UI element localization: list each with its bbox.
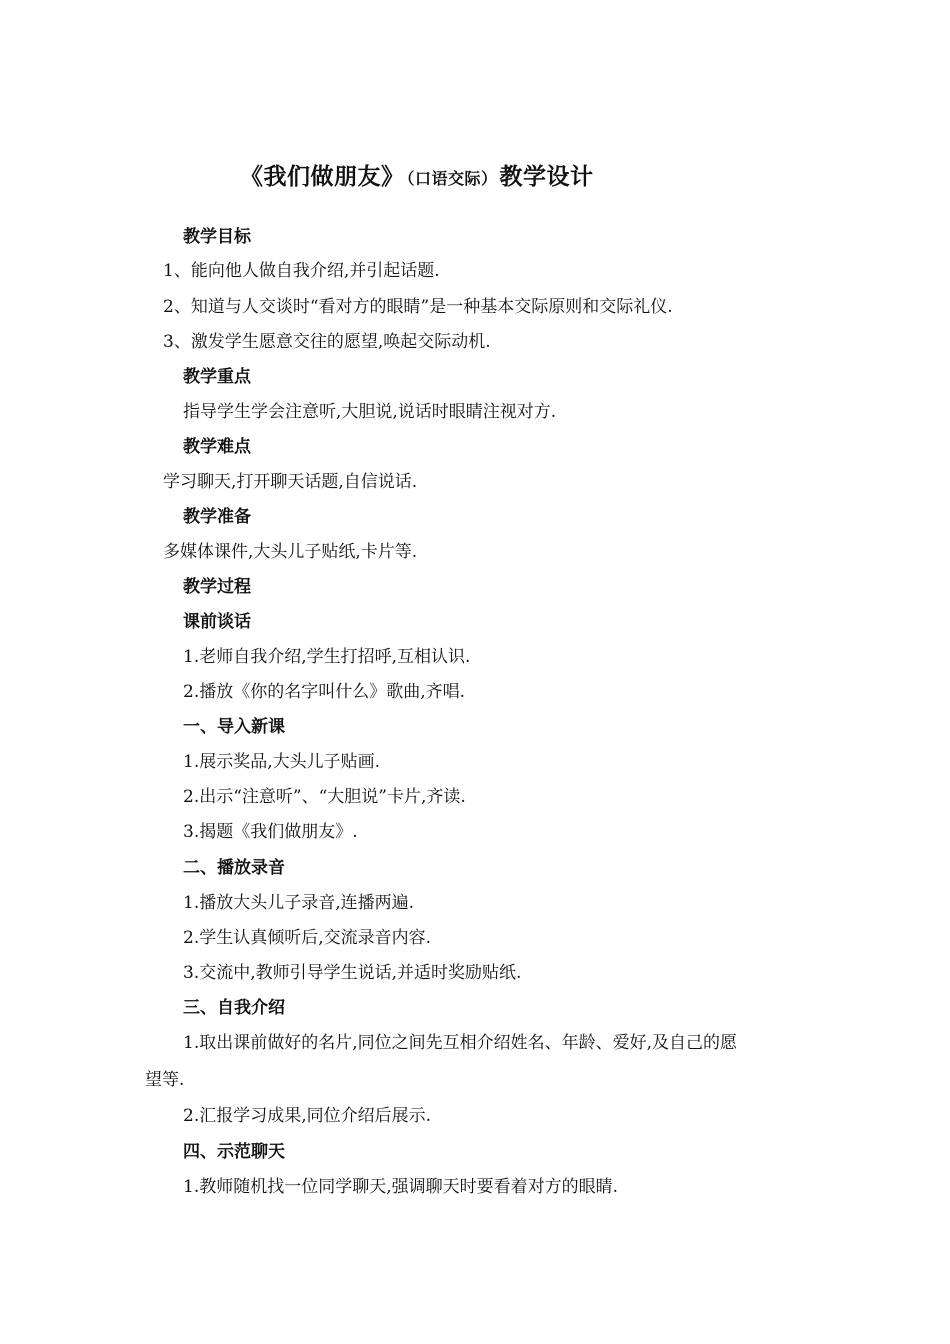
key-points-text: 指导学生学会注意听,大胆说,说话时眼睛注视对方. (183, 402, 557, 422)
section2-item: 3.交流中,教师引导学生说话,并适时奖励贴纸. (183, 963, 522, 983)
difficulties-heading: 教学难点 (183, 437, 251, 457)
section3-item-line: 1.取出课前做好的名片,同位之间先互相介绍姓名、年龄、爱好,及自己的愿 (183, 1033, 738, 1053)
objective-item: 3、激发学生愿意交往的愿望,唤起交际动机. (163, 332, 491, 352)
section3-item: 2.汇报学习成果,同位介绍后展示. (183, 1106, 432, 1126)
title-tail: 教学设计 (499, 164, 594, 190)
section1-item: 1.展示奖品,大头儿子贴画. (183, 752, 381, 772)
section1-heading: 一、导入新课 (183, 717, 285, 737)
title-main: 《我们做朋友》 (240, 164, 405, 190)
difficulties-text: 学习聊天,打开聊天话题,自信说话. (163, 472, 418, 492)
objectives-heading: 教学目标 (183, 227, 251, 247)
section2-item: 1.播放大头儿子录音,连播两遍. (183, 893, 415, 913)
pre-talk-item: 1.老师自我介绍,学生打招呼,互相认识. (183, 647, 471, 667)
objective-item: 1、能向他人做自我介绍,并引起话题. (163, 261, 440, 281)
section4-item: 1.教师随机找一位同学聊天,强调聊天时要看着对方的眼睛. (183, 1177, 619, 1197)
preparation-text: 多媒体课件,大头儿子贴纸,卡片等. (163, 542, 418, 562)
section4-heading: 四、示范聊天 (183, 1142, 285, 1162)
section3-item-line: 望等. (145, 1070, 185, 1090)
process-heading: 教学过程 (183, 577, 251, 597)
document-title (240, 158, 594, 191)
section2-heading: 二、播放录音 (183, 858, 285, 878)
objective-item: 2、知道与人交谈时“看对方的眼睛”是一种基本交际原则和交际礼仪. (163, 297, 673, 317)
pre-talk-heading: 课前谈话 (183, 612, 251, 632)
section2-item: 2.学生认真倾听后,交流录音内容. (183, 928, 432, 948)
section3-heading: 三、自我介绍 (183, 998, 285, 1018)
pre-talk-item: 2.播放《你的名字叫什么》歌曲,齐唱. (183, 682, 466, 702)
section1-item: 3.揭题《我们做朋友》. (183, 822, 358, 842)
key-points-heading: 教学重点 (183, 367, 251, 387)
title-subtitle: （口语交际） (406, 169, 498, 188)
section1-item: 2.出示“注意听”、“大胆说”卡片,齐读. (183, 787, 466, 807)
preparation-heading: 教学准备 (183, 507, 251, 527)
